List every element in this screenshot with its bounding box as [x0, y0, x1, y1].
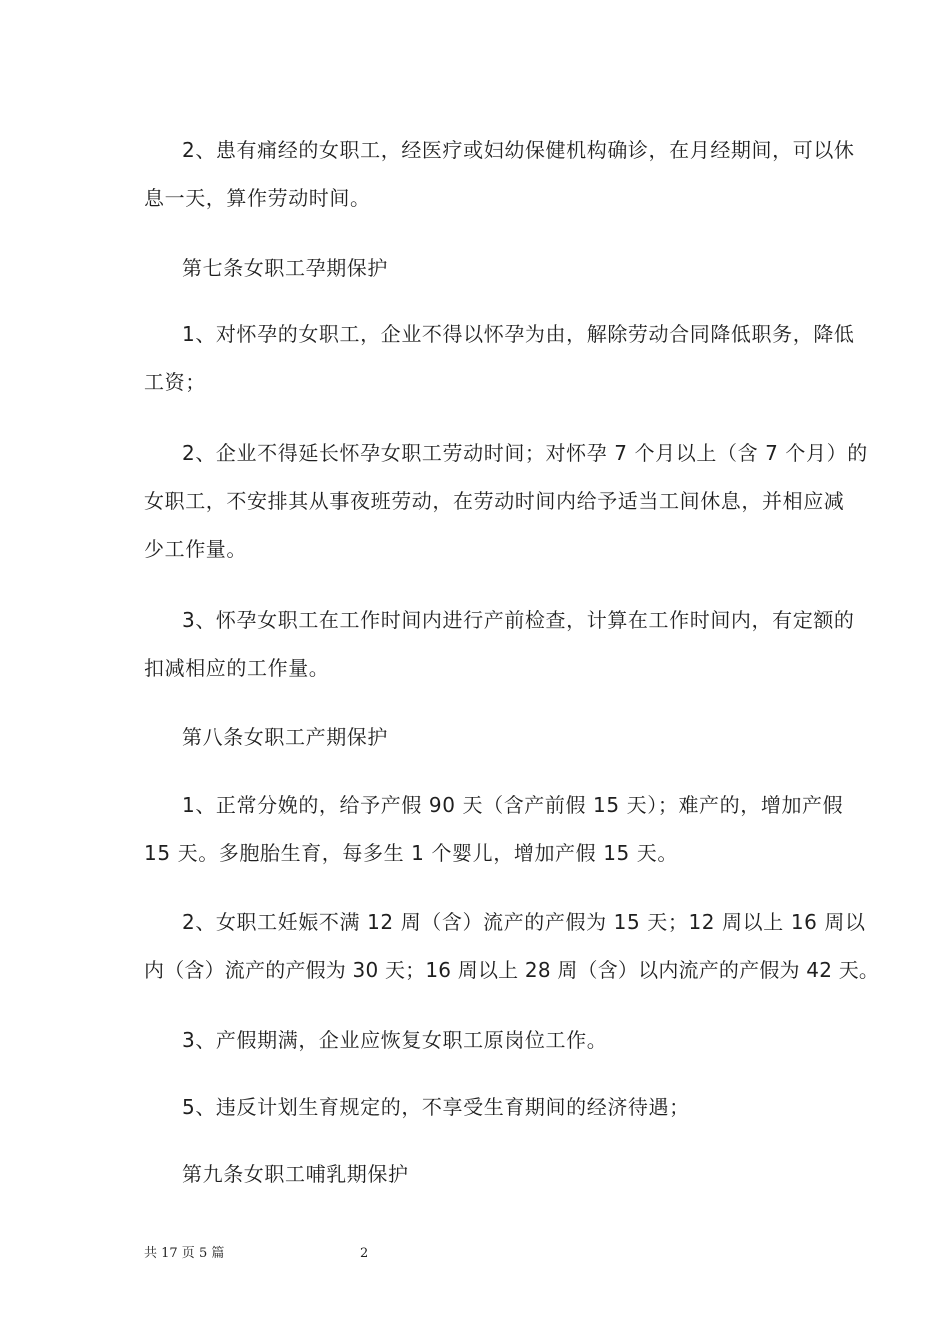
paragraph-maternity-2 — [144, 898, 880, 994]
paragraph-line: 15 天。多胞胎生育，每多生 1 个婴儿，增加产假 15 天。 — [144, 841, 679, 865]
paragraph-line: 3、怀孕女职工在工作时间内进行产前检查，计算在工作时间内，有定额的 — [182, 608, 855, 632]
section-heading-article-8: 第八条女职工产期保护 — [182, 725, 388, 749]
footer-page-number: 2 — [360, 1246, 369, 1261]
paragraph-line: 2、患有痛经的女职工，经医疗或妇幼保健机构确诊，在月经期间，可以休 — [182, 138, 855, 162]
paragraph-line: 扣减相应的工作量。 — [144, 656, 330, 680]
section-heading-article-9: 第九条女职工哺乳期保护 — [182, 1162, 409, 1186]
paragraph-pregnancy-3 — [144, 596, 855, 692]
paragraph-line: 2、企业不得延长怀孕女职工劳动时间；对怀孕 7 个月以上（含 7 个月）的 — [182, 441, 868, 465]
paragraph-line: 1、对怀孕的女职工，企业不得以怀孕为由，解除劳动合同降低职务，降低 — [182, 322, 855, 346]
paragraph-line: 工资； — [144, 370, 206, 394]
paragraph-line: 息一天，算作劳动时间。 — [144, 186, 371, 210]
paragraph-line: 3、产假期满，企业应恢复女职工原岗位工作。 — [182, 1028, 608, 1052]
paragraph-line: 2、女职工妊娠不满 12 周（含）流产的产假为 15 天；12 周以上 16 周以 — [182, 910, 866, 934]
footer-page-count: 共 17 页 5 篇 — [144, 1246, 225, 1261]
paragraph-line: 1、正常分娩的，给予产假 90 天（含产前假 15 天）；难产的，增加产假 — [182, 793, 844, 817]
section-heading-article-7: 第七条女职工孕期保护 — [182, 256, 388, 280]
paragraph-maternity-1 — [144, 781, 844, 877]
paragraph-maternity-3 — [144, 1016, 808, 1064]
paragraph-line: 少工作量。 — [144, 537, 247, 561]
paragraph-maternity-5 — [144, 1083, 808, 1131]
paragraph-pregnancy-2 — [144, 429, 868, 573]
paragraph-line: 女职工，不安排其从事夜班劳动，在劳动时间内给予适当工间休息，并相应减 — [144, 489, 845, 513]
paragraph-menstrual-leave — [144, 126, 855, 222]
paragraph-pregnancy-1 — [144, 310, 855, 406]
paragraph-line: 5、违反计划生育规定的，不享受生育期间的经济待遇； — [182, 1095, 690, 1119]
paragraph-line: 内（含）流产的产假为 30 天；16 周以上 28 周（含）以内流产的产假为 42 天。 — [144, 958, 880, 982]
